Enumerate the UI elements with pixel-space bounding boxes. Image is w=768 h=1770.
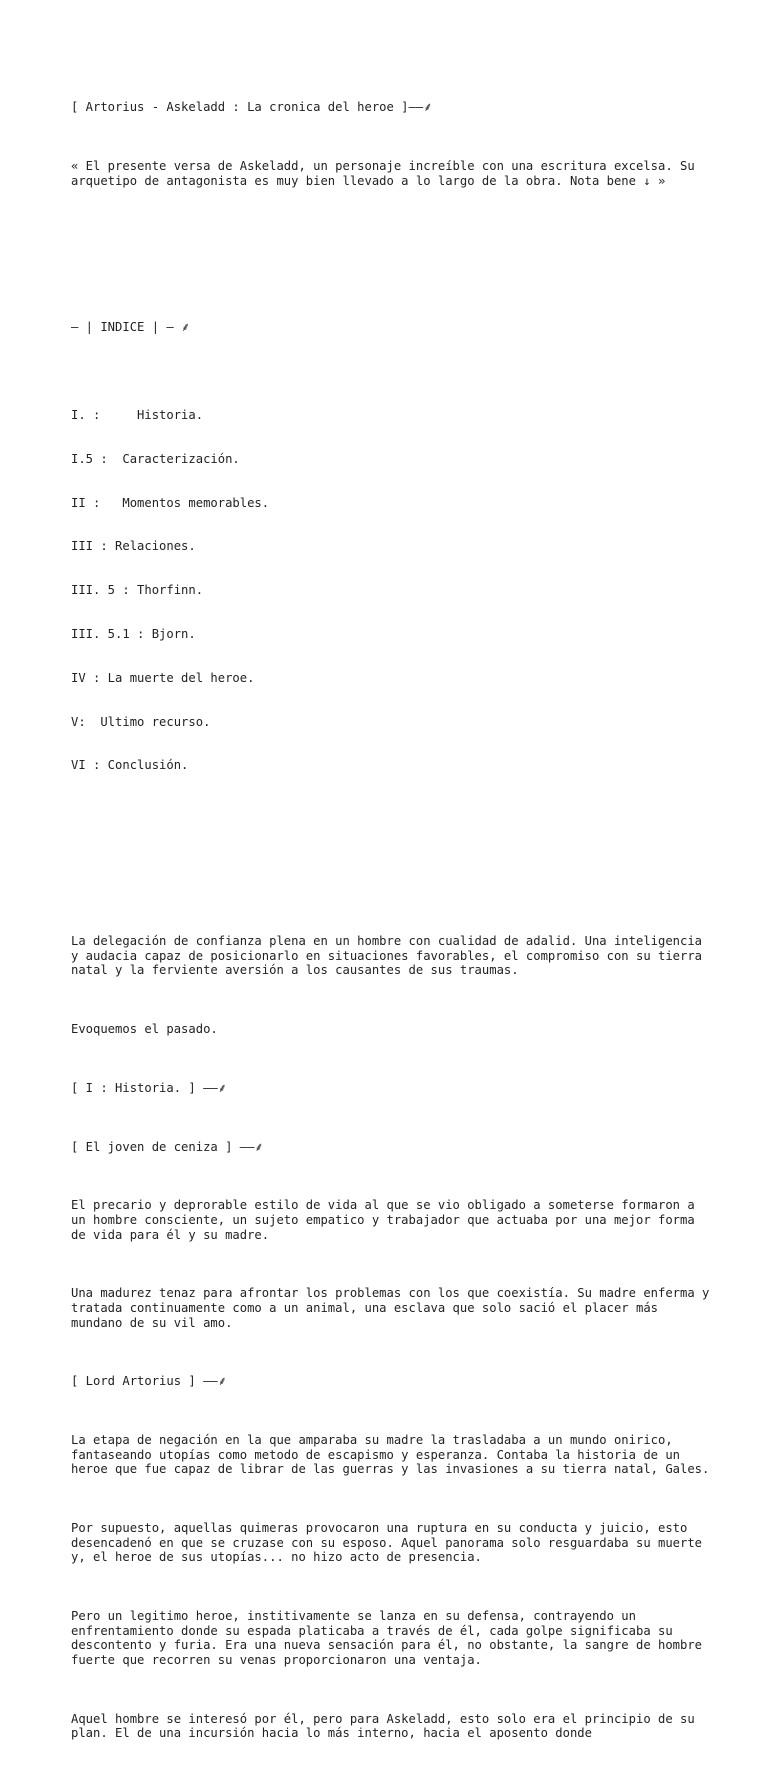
heading-lord-artorius: [ Lord Artorius ] ——⸙ bbox=[71, 1374, 227, 1389]
index-item: VI : Conclusión. bbox=[71, 758, 189, 773]
paragraph-precario: El precario y deprorable estilo de vida al que se vio obligado a someterse formaron a un hombre consciente, un sujeto empatico y trabajador que actuaba por una mejor forma de vida para él y su madre. bbox=[71, 1198, 703, 1242]
spacer bbox=[71, 232, 711, 276]
document-page bbox=[71, 71, 717, 1770]
index-item: II : Momentos memorables. bbox=[71, 495, 270, 510]
paragraph-evoquemos: Evoquemos el pasado. bbox=[71, 1022, 218, 1037]
index-heading: — | INDICE | — ⸙ bbox=[71, 320, 191, 335]
index-item: IV : La muerte del heroe. bbox=[71, 670, 255, 685]
paragraph-aquel: Aquel hombre se interesó por él, pero para Askeladd, esto solo era el principio de su plan. El de una incursión hacia lo más interno, hacia el aposento donde bbox=[71, 1711, 703, 1741]
heading-joven-de-ceniza: [ El joven de ceniza ] ——⸙ bbox=[71, 1139, 264, 1154]
index-item: III. 5.1 : Bjorn. bbox=[71, 627, 196, 641]
paragraph-madurez: Una madurez tenaz para afrontar los problemas con los que coexistía. Su madre enferma y tratada continuamente como a un animal, una esclava que solo sació el placer más mundano de su vil amo. bbox=[71, 1286, 717, 1330]
paragraph-etapa: La etapa de negación en la que amparaba su madre la trasladaba a un mundo onirico, fantaseando utopías como metodo de escapismo y esperanza. Contaba la historia de un heroe que fue capaz de librar de las guerras y las invasiones a su tierra natal, Gales. bbox=[71, 1433, 710, 1477]
heading-historia: [ I : Historia. ] ——⸙ bbox=[71, 1080, 227, 1095]
index-item: V: Ultimo recurso. bbox=[71, 714, 211, 729]
paragraph-supuesto: Por supuesto, aquellas quimeras provocaron una ruptura en su conducta y juicio, esto desencadenó en que se cruzase con su esposo. Aquel panorama solo resguardaba su muerte y, el heroe de sus utopías... no hizo acto de presencia. bbox=[71, 1521, 710, 1565]
paragraph-legitimo: Pero un legitimo heroe, institivamente se lanza en su defensa, contrayendo un enfrentamiento donde su espada platicaba a través de él, cada golpe significaba su descontento y furia. Era una nueva sensación para él, no obstante, la sangre de hombre fuerte que recorren su venas proporcionaron una ventaja. bbox=[71, 1609, 710, 1667]
index-item: I. : Historia. bbox=[71, 408, 204, 423]
index-item: III : Relaciones. bbox=[71, 539, 196, 554]
intro-paragraph: « El presente versa de Askeladd, un personaje increíble con una escritura excelsa. Su arquetipo de antagonista es muy bien llevado a lo largo de la obra. Nota bene ↓ » bbox=[71, 158, 703, 188]
spacer bbox=[71, 846, 711, 890]
index-item: I.5 : Caracterización. bbox=[71, 451, 240, 466]
index-item: III. 5 : Thorfinn. bbox=[71, 583, 204, 598]
index-list bbox=[71, 379, 711, 802]
document-title: [ Artorius - Askeladd : La cronica del heroe ]——⸙ bbox=[71, 100, 433, 115]
paragraph-delegation: La delegación de confianza plena en un hombre con cualidad de adalid. Una inteligencia y audacia capaz de posicionarlo en situaciones favorables, el compromiso con su tierra natal y la ferviente aversión a los causantes de sus traumas. bbox=[71, 934, 710, 978]
